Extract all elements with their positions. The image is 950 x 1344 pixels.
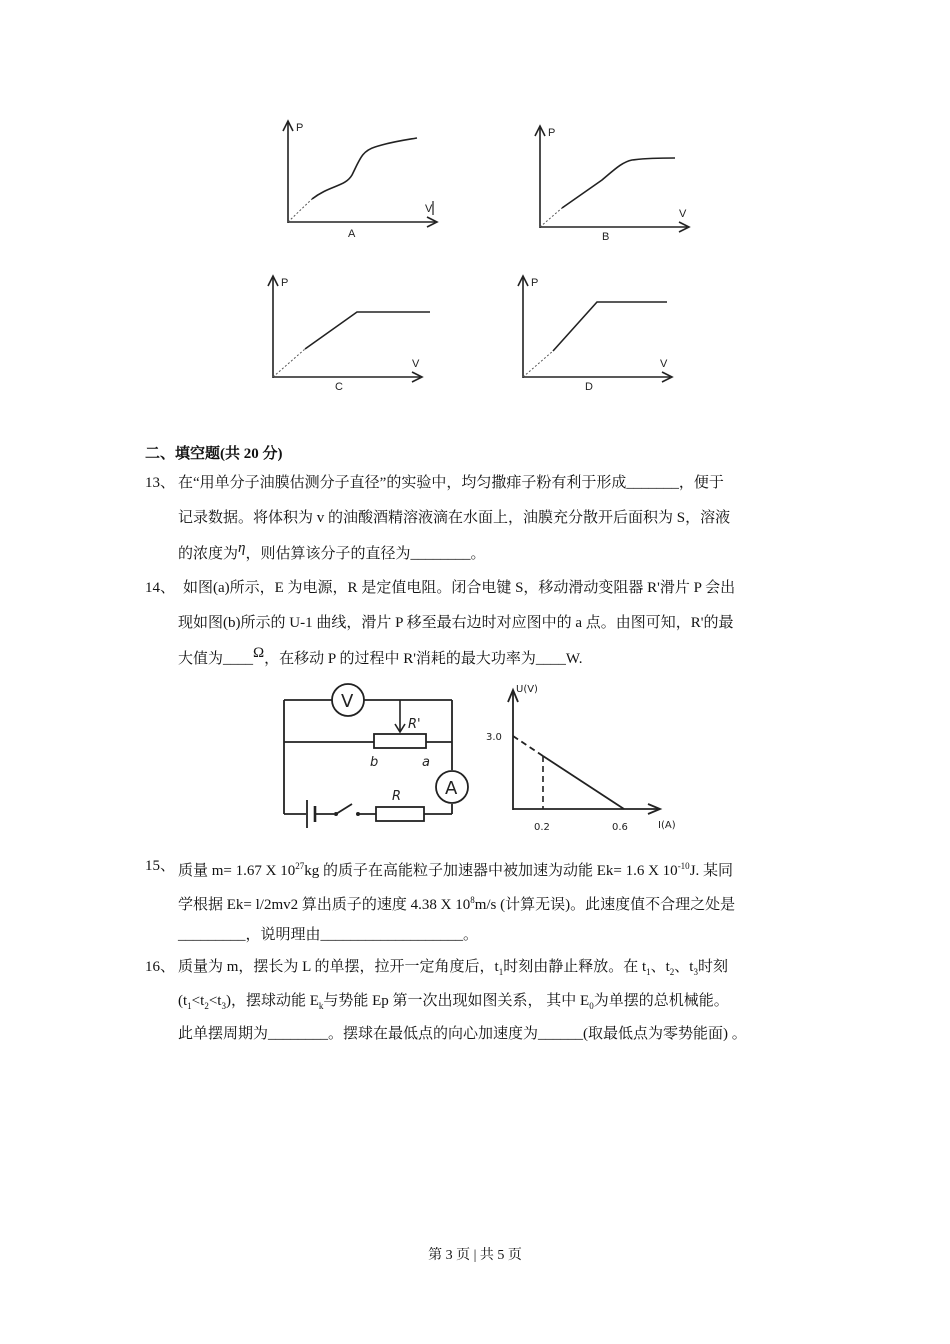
q16-text-2c: <t — [208, 993, 222, 1009]
curve-a — [312, 138, 417, 199]
q13-line-3-text-a: 的浓度为 — [178, 546, 239, 562]
i-tick-0-6: 0.6 — [612, 822, 628, 833]
question-16 — [0, 957, 950, 1049]
q14-line-3-text-a: 大值为____ — [178, 651, 254, 667]
omega-symbol: Ω — [253, 645, 265, 661]
x-axis-label: V — [412, 358, 420, 370]
q16-line-3: 此单摆周期为________。摆球在最低点的向心加速度为______(取最低点为零势能面) 。 — [178, 1026, 747, 1042]
q16-sub: 3 — [221, 1001, 226, 1011]
q15-line-1 — [178, 856, 733, 881]
end-label-a: a — [422, 755, 430, 770]
q16-text-1b: 时刻由静止释放。在 t — [503, 959, 647, 975]
q16-sub: 3 — [693, 967, 698, 977]
dashed-origin-segment — [523, 351, 553, 377]
curve-c — [305, 312, 430, 349]
i-axis-label: I(A) — [658, 820, 676, 831]
rheostat-label: R' — [408, 717, 421, 732]
u-i-line — [543, 756, 624, 809]
graph-d — [505, 270, 685, 400]
x-axis-label: V — [425, 203, 433, 215]
question-number: 15、 — [145, 858, 176, 874]
q15-line-2 — [178, 890, 735, 915]
circuit-diagram — [270, 680, 480, 840]
q16-line-2 — [178, 991, 729, 1016]
q13-line-1: 在“用单分子油膜估测分子直径”的实验中，均匀撒痱子粉有利于形成_______，便于 — [178, 475, 724, 491]
graph-c — [255, 270, 435, 400]
eta-symbol: η — [238, 540, 246, 556]
question-14 — [0, 578, 950, 670]
graph-caption-a: A — [348, 228, 356, 240]
y-axis-label: P — [281, 277, 289, 289]
u-i-graph-svg — [480, 680, 690, 840]
q16-text-2b: <t — [191, 993, 205, 1009]
question-15 — [0, 856, 950, 948]
graph-caption-b: B — [602, 231, 610, 243]
q16-text-2f: 为单摆的总机械能。 — [593, 993, 729, 1009]
resistor-label: R — [392, 789, 402, 804]
voltmeter-label: V — [341, 691, 354, 712]
graph-b — [522, 120, 702, 250]
q16-text-1d: 、t — [674, 959, 694, 975]
dashed-origin-segment — [288, 199, 312, 222]
rheostat-symbol — [374, 734, 426, 748]
q16-sub: 2 — [669, 967, 675, 977]
q16-line-1 — [178, 957, 728, 982]
curve-b — [562, 158, 675, 208]
q16-sub: 1 — [187, 1001, 192, 1011]
circuit-svg — [270, 680, 480, 840]
q15-exp-1: 27 — [295, 861, 305, 871]
q16-sub: k — [318, 1001, 324, 1011]
ammeter-label: A — [445, 778, 458, 799]
graph-d-svg — [505, 270, 685, 400]
q15-text-2b: m/s (计算无误)。此速度值不合理之处是 — [474, 897, 736, 913]
section-title: 二、填空题(共 20 分) — [145, 446, 283, 462]
q16-text-1a: 质量为 m，摆长为 L 的单摆，拉开一定角度后，t — [178, 959, 499, 975]
dashed-origin-segment — [273, 349, 305, 377]
q15-text-1a: 质量 m= 1.67 X 10 — [178, 863, 296, 879]
q13-line-2: 记录数据。将体积为 v 的油酸酒精溶液滴在水面上，油膜充分散开后面积为 S，溶液 — [178, 510, 731, 526]
q16-text-1e: 时刻 — [697, 959, 728, 975]
q14-line-3-text-b: ，在移动 P 的过程中 R'消耗的最大功率为____W. — [264, 651, 583, 667]
q13-line-3-text-b: ，则估算该分子的直径为________。 — [245, 546, 486, 562]
u-tick-3-0: 3.0 — [486, 732, 502, 743]
y-axis-label: P — [531, 277, 539, 289]
graph-b-svg — [522, 120, 702, 250]
graph-c-svg — [255, 270, 435, 400]
q14-line-1: 如图(a)所示，E 为电源，R 是定值电阻。闭合电键 S，移动滑动变阻器 R'滑片 P 会出 — [183, 580, 736, 596]
resistor-symbol — [376, 807, 424, 821]
y-axis-label: P — [296, 122, 304, 134]
x-axis-label: V — [660, 358, 668, 370]
q15-text-2a: 学根据 Ek= l/2mv2 算出质子的速度 4.38 X 10 — [178, 897, 471, 913]
curve-d — [553, 302, 667, 351]
dashed-origin-segment — [540, 208, 562, 227]
question-13 — [0, 473, 950, 565]
graph-a — [270, 115, 450, 245]
question-number: 13、 — [145, 475, 176, 491]
graph-a-svg — [270, 115, 450, 245]
end-label-b: b — [370, 755, 379, 770]
graph-caption-c: C — [335, 381, 343, 393]
question-number: 14、 — [145, 580, 176, 596]
y-axis-label: P — [548, 127, 556, 139]
q16-sub: 1 — [646, 967, 651, 977]
q15-text-1b: kg 的质子在高能粒子加速器中被加速为动能 Ek= 1.6 X 10 — [304, 863, 678, 879]
u-axis-label: U(V) — [516, 684, 538, 695]
question-number: 16、 — [145, 959, 176, 975]
x-axis-label: V — [679, 208, 687, 220]
q16-sub: 1 — [498, 967, 504, 977]
dashed-line-segment — [513, 736, 543, 756]
q13-line-3 — [178, 540, 486, 564]
q15-line-3: _________，说明理由___________________。 — [178, 927, 479, 943]
q15-exp-3: 8 — [470, 895, 475, 905]
q16-text-2d: )，摆球动能 E — [225, 993, 319, 1009]
q15-text-1c: J. 某同 — [689, 863, 734, 879]
q15-exp-2: -10 — [677, 861, 690, 871]
u-i-graph — [480, 680, 690, 840]
q16-sub: 2 — [204, 1001, 209, 1011]
q16-text-2e: 与势能 Ep 第一次出现如图关系， 其中 E — [323, 993, 590, 1009]
switch-blade — [336, 804, 352, 814]
graph-caption-d: D — [585, 381, 593, 393]
q14-line-3 — [178, 645, 583, 669]
i-tick-0-2: 0.2 — [534, 822, 550, 833]
page-footer: 第 3 页 | 共 5 页 — [428, 1248, 522, 1263]
q16-text-2a: (t — [178, 993, 188, 1009]
q14-line-2: 现如图(b)所示的 U-1 曲线，滑片 P 移至最右边时对应图中的 a 点。由图可知，R'的最 — [178, 615, 734, 631]
q16-text-1c: 、t — [650, 959, 670, 975]
q16-sub: 0 — [589, 1001, 594, 1011]
